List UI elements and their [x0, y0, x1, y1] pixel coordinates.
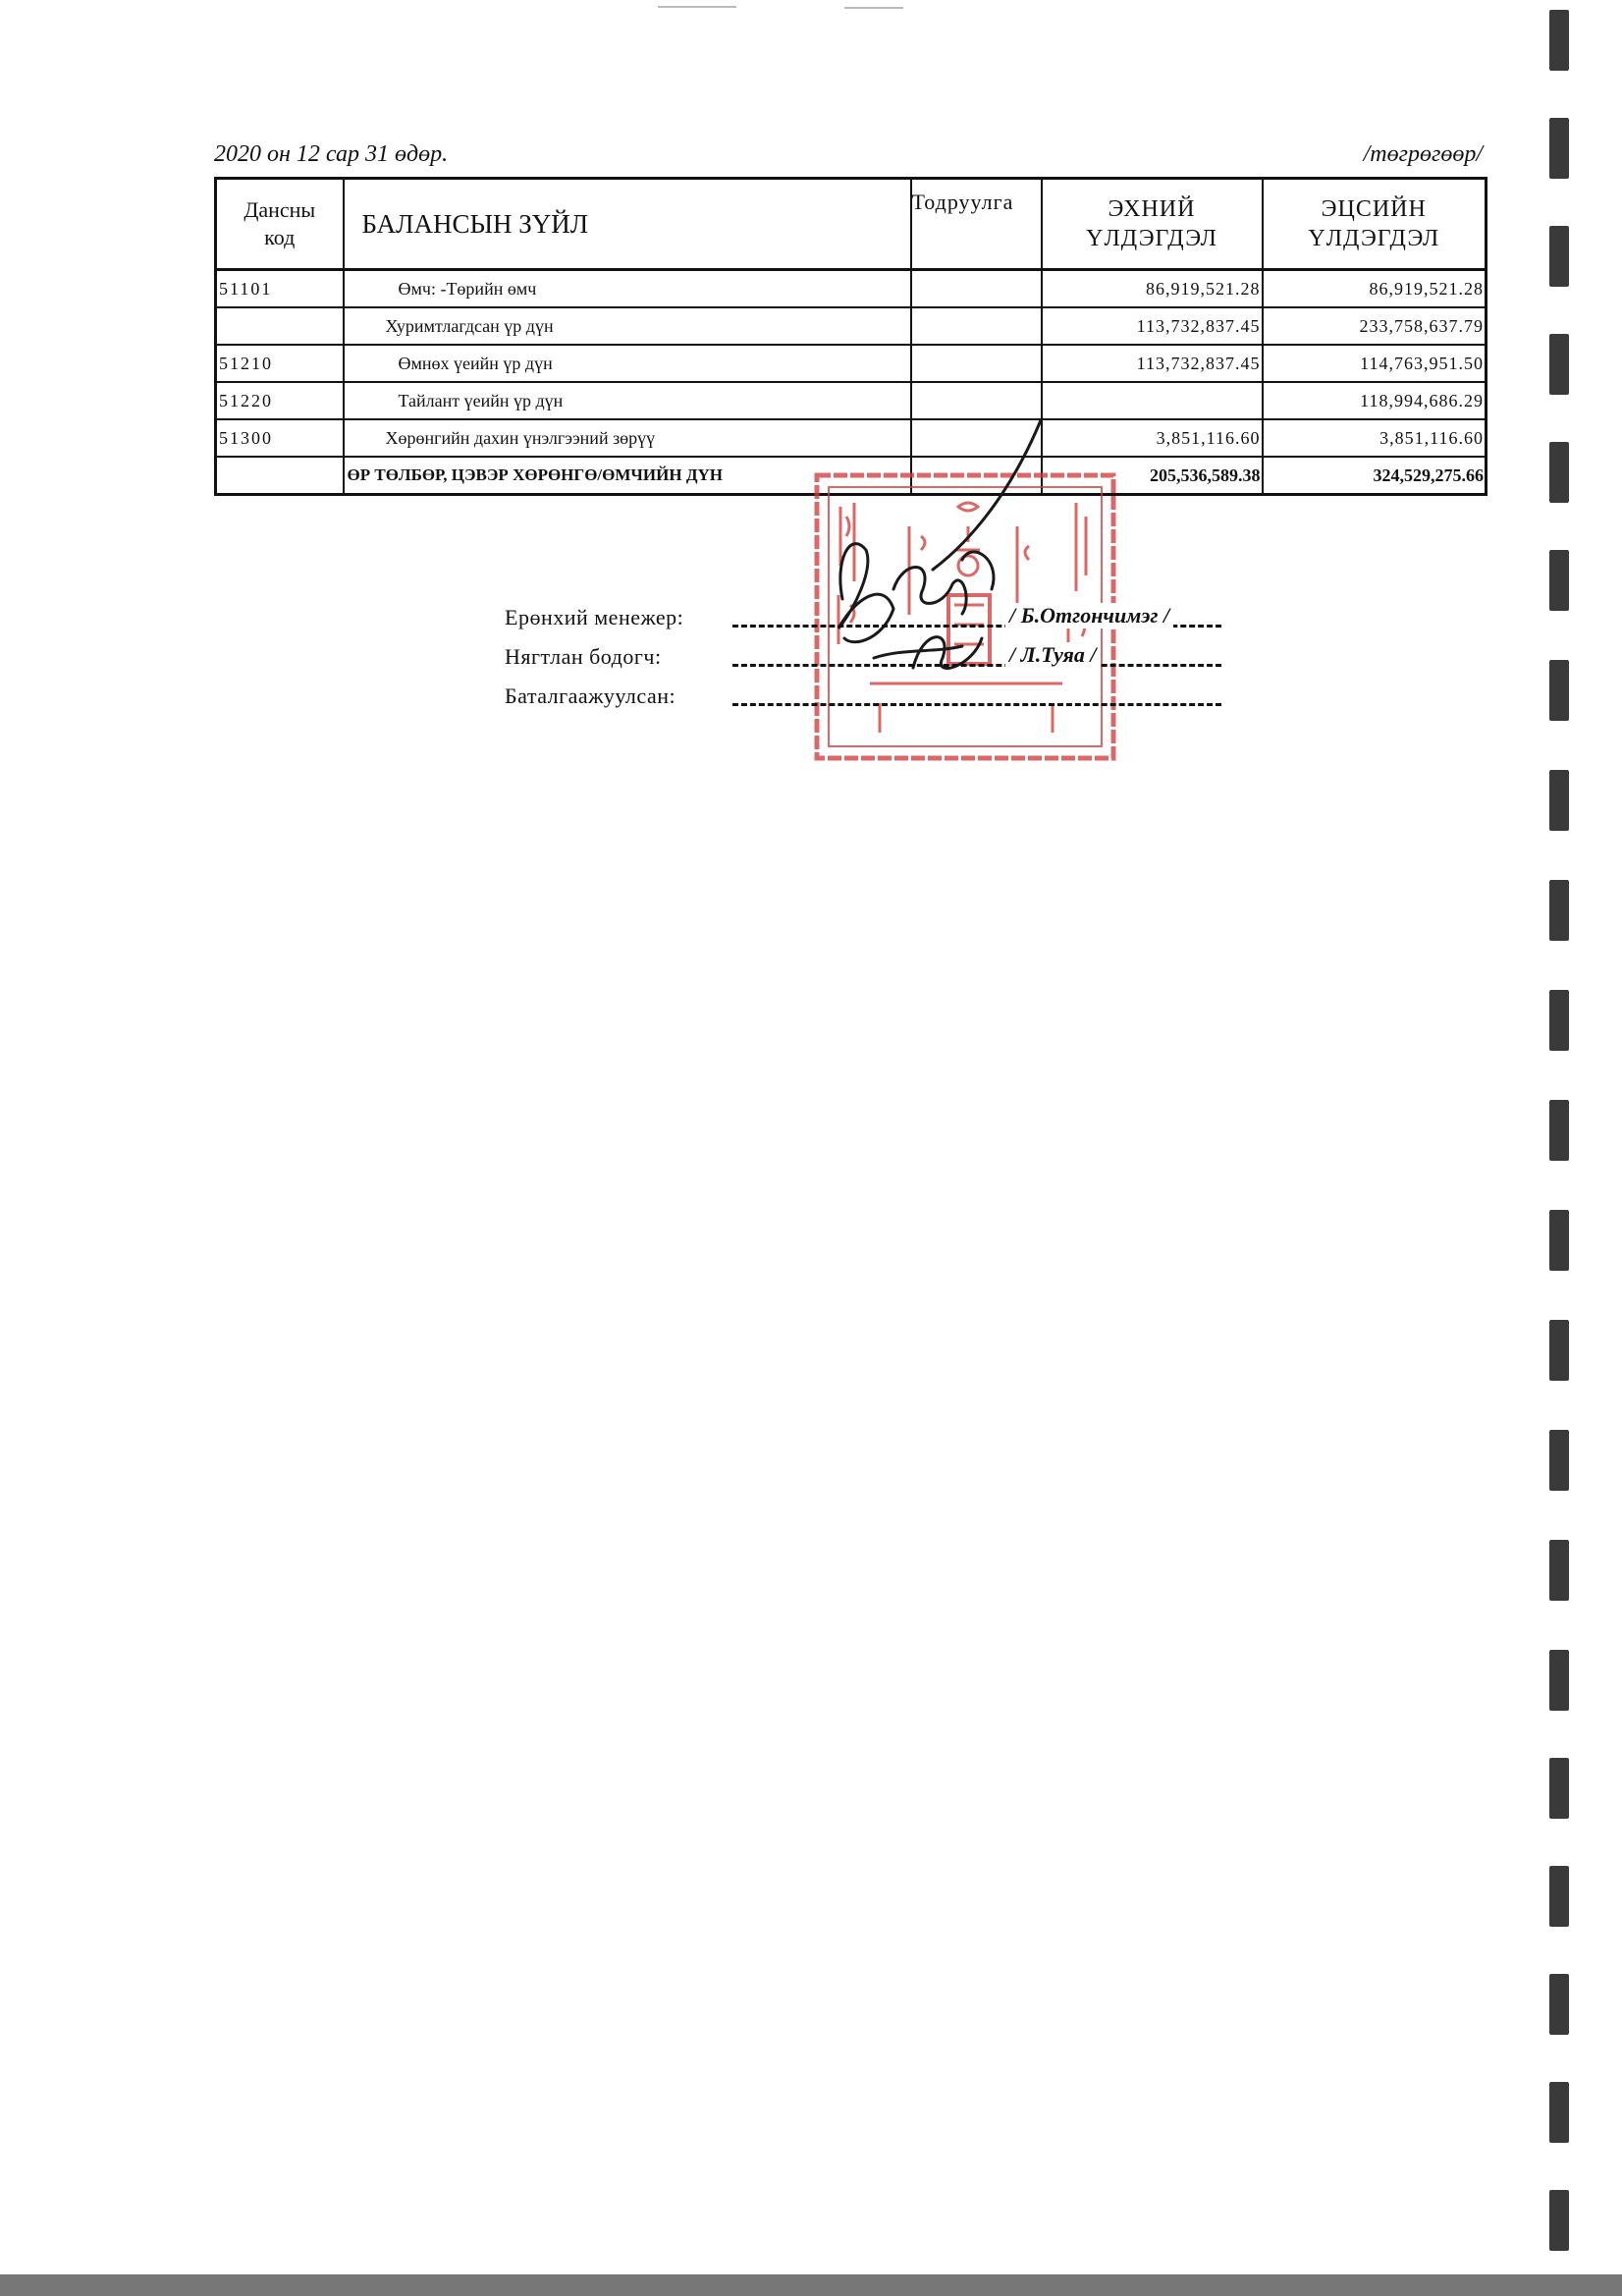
binder-hole [1549, 1758, 1569, 1819]
binder-hole [1549, 2190, 1569, 2251]
row-note [911, 270, 1042, 308]
header-account-code-line1: Дансны [243, 197, 316, 222]
total-item: ӨР ТӨЛБӨР, ЦЭВЭР ХӨРӨНГӨ/ӨМЧИЙН ДҮН [344, 457, 911, 495]
header-opening-balance [1042, 179, 1263, 270]
row-opening: 113,732,837.45 [1042, 345, 1263, 382]
table-row [216, 307, 1487, 345]
signature-manager [505, 605, 1221, 636]
binder-hole [1549, 118, 1569, 179]
binder-hole [1549, 660, 1569, 721]
binder-hole [1549, 550, 1569, 611]
row-opening: 86,919,521.28 [1042, 270, 1263, 308]
accountant-label: Нягтлан бодогч: [505, 644, 662, 669]
header-opening-line2: ҮЛДЭГДЭЛ [1086, 226, 1217, 251]
row-closing: 233,758,637.79 [1263, 307, 1487, 345]
binder-hole [1549, 1320, 1569, 1381]
binder-hole [1549, 2082, 1569, 2143]
scan-bottom-edge [0, 2274, 1622, 2296]
total-code [216, 457, 344, 495]
row-item: Өмнөх үеийн үр дүн [344, 345, 911, 382]
verified-signature-line [732, 703, 1221, 706]
manager-label: Ерөнхий менежер: [505, 605, 684, 629]
manager-name: / Б.Отгончимэг / [1005, 603, 1173, 629]
binder-hole [1549, 442, 1569, 503]
total-opening: 205,536,589.38 [1042, 457, 1263, 495]
row-closing: 114,763,951.50 [1263, 345, 1487, 382]
row-note [911, 345, 1042, 382]
binder-hole [1549, 334, 1569, 395]
header-note: Тодруулга [911, 179, 1042, 270]
row-code: 51101 [216, 270, 344, 308]
binder-holes [1545, 0, 1575, 2296]
binder-hole [1549, 880, 1569, 941]
binder-hole [1549, 1100, 1569, 1161]
binder-hole [1549, 10, 1569, 71]
row-opening [1042, 382, 1263, 419]
total-closing: 324,529,275.66 [1263, 457, 1487, 495]
top-edge-artifact [648, 0, 943, 10]
header-closing-balance [1263, 179, 1487, 270]
report-date-line [214, 141, 1483, 171]
header-closing-line2: ҮЛДЭГДЭЛ [1308, 226, 1440, 251]
binder-hole [1549, 1540, 1569, 1601]
header-account-code-line2: код [264, 225, 296, 249]
binder-hole [1549, 1430, 1569, 1491]
row-closing: 3,851,116.60 [1263, 419, 1487, 457]
row-item: Тайлант үеийн үр дүн [344, 382, 911, 419]
header-balance-item: БАЛАНСЫН ЗҮЙЛ [344, 179, 911, 270]
signature-verified [505, 683, 1221, 715]
verified-label: Баталгаажуулсан: [505, 683, 676, 708]
table-header-row [216, 179, 1487, 270]
header-opening-line1: ЭХНИЙ [1108, 196, 1196, 222]
row-code: 51300 [216, 419, 344, 457]
header-closing-line1: ЭЦСИЙН [1321, 196, 1427, 222]
table-row [216, 270, 1487, 308]
row-item: Хөрөнгийн дахин үнэлгээний зөрүү [344, 419, 911, 457]
binder-hole [1549, 1210, 1569, 1271]
table-row [216, 345, 1487, 382]
binder-hole [1549, 1974, 1569, 2035]
row-code [216, 307, 344, 345]
row-code: 51220 [216, 382, 344, 419]
header-account-code [216, 179, 344, 270]
binder-hole [1549, 770, 1569, 831]
accountant-signature-line [732, 664, 1221, 667]
binder-hole [1549, 226, 1569, 287]
row-closing: 86,919,521.28 [1263, 270, 1487, 308]
binder-hole [1549, 1650, 1569, 1711]
accountant-name: / Л.Туяа / [1005, 642, 1101, 668]
row-closing: 118,994,686.29 [1263, 382, 1487, 419]
row-opening: 3,851,116.60 [1042, 419, 1263, 457]
row-opening: 113,732,837.45 [1042, 307, 1263, 345]
report-date: 2020 он 12 сар 31 өдөр. [214, 141, 449, 167]
row-item: Хуримтлагдсан үр дүн [344, 307, 911, 345]
row-item: Өмч: -Төрийн өмч [344, 270, 911, 308]
currency-unit: /төгрөгөөр/ [1363, 141, 1483, 167]
binder-hole [1549, 1866, 1569, 1927]
signature-accountant [505, 644, 1221, 676]
row-note [911, 307, 1042, 345]
row-code: 51210 [216, 345, 344, 382]
binder-hole [1549, 990, 1569, 1051]
